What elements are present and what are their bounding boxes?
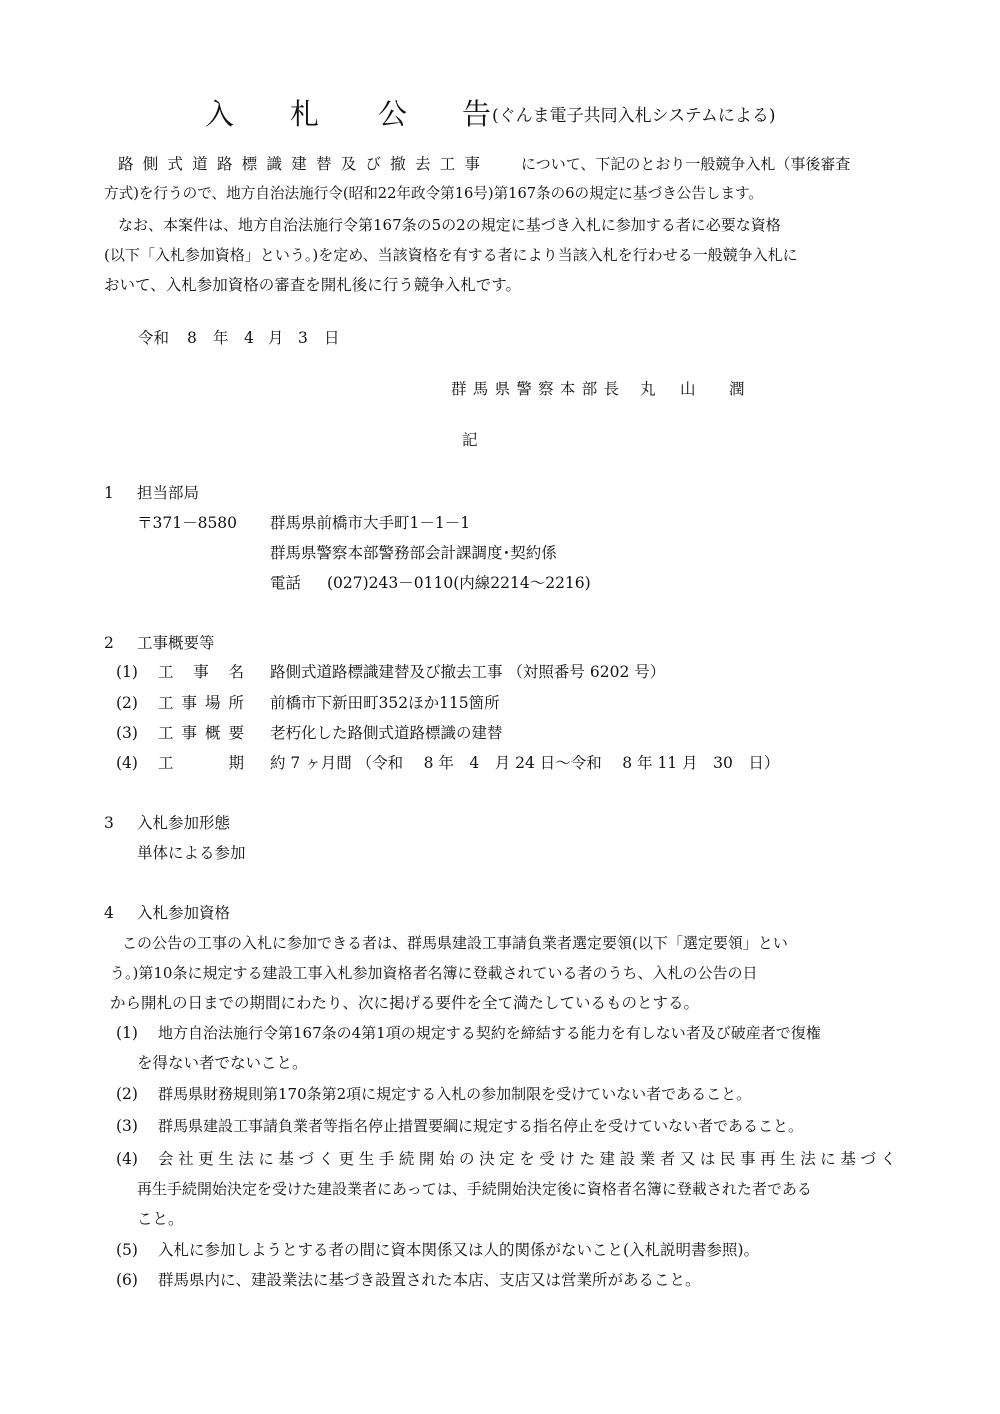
sec2-item-1-number: (1) <box>116 663 138 681</box>
intro-line-3: なお、本案件は、地方自治法施行令第167条の5の2の規定に基づき入札に参加する者に必要な資格 <box>118 216 781 234</box>
title-char-2: 札 <box>290 97 320 131</box>
sec2-heading: 工事概要等 <box>137 634 215 652</box>
date-year: 8 <box>187 329 197 347</box>
sec1-heading: 担当部局 <box>137 484 200 502</box>
sec2-item-3-value: 老朽化した路側式道路標識の建替 <box>270 724 503 742</box>
sec1-department: 群馬県警察本部警務部会計課調度･契約係 <box>270 544 557 562</box>
sec4-item-2-number: (2) <box>116 1085 138 1103</box>
sec4-intro-line-2: う。)第10条に規定する建設工事入札参加資格者名簿に登載されている者のうち、入札の公告の日 <box>110 964 758 982</box>
sec4-number: 4 <box>104 904 114 922</box>
issuer-name-3: 潤 <box>729 380 745 398</box>
sec2-item-4-number: (4) <box>116 754 138 772</box>
sec4-item-3-line-1: 群馬県建設工事請負業者等指名停止措置要綱に規定する指名停止を受けていない者であること。 <box>158 1117 804 1135</box>
sec4-item-4-number: (4) <box>116 1150 138 1168</box>
date-month-unit: 月 <box>268 329 284 347</box>
sec4-item-4-line-1: 会社更生法に基づく更生手続開始の決定を受けた建設業者又は民事再生法に基づく <box>158 1150 896 1168</box>
sec4-item-6-number: (6) <box>116 1271 138 1289</box>
sec2-item-3-number: (3) <box>116 724 138 742</box>
sec1-phone-label: 電話 <box>270 574 302 592</box>
intro-line-5: おいて、入札参加資格の審査を開札後に行う競争入札です。 <box>104 276 521 294</box>
sec1-address: 群馬県前橋市大手町1－1－1 <box>270 514 471 532</box>
sec4-intro-line-1: この公告の工事の入札に参加できる者は、群馬県建設工事請負業者選定要領(以下「選定要領」とい <box>122 934 788 952</box>
sec4-item-1-number: (1) <box>116 1024 138 1042</box>
ki-mark: 記 <box>462 431 478 449</box>
sec2-item-2-value: 前橋市下新田町352ほか115箇所 <box>270 694 500 712</box>
sec2-item-4-label: 工期 <box>158 754 244 772</box>
sec4-item-1-line-1: 地方自治法施行令第167条の4第1項の規定する契約を締結する能力を有しない者及び破産者で復権 <box>158 1024 821 1042</box>
sec4-item-6-line-1: 群馬県内に、建設業法に基づき設置された本店、支店又は営業所があること。 <box>158 1271 701 1289</box>
intro-line-1: について、下記のとおり一般競争入札（事後審査 <box>521 155 851 173</box>
sec3-body: 単体による参加 <box>137 844 246 862</box>
issuer-title: 群馬県警察本部長 <box>451 380 619 398</box>
date-era: 令和 <box>138 329 170 347</box>
title-subtitle: (ぐんま電子共同入札システムによる) <box>492 106 776 126</box>
sec4-item-2-line-1: 群馬県財務規則第170条第2項に規定する入札の参加制限を受けていない者であること。 <box>158 1085 752 1103</box>
sec1-postal: 〒371－8580 <box>137 514 238 532</box>
sec2-item-2-number: (2) <box>116 694 138 712</box>
issuer-name-2: 山 <box>680 380 696 398</box>
intro-line-4: (以下「入札参加資格」という。)を定め、当該資格を有する者により当該入札を行わせる一般競争入札に <box>104 246 798 264</box>
sec1-number: 1 <box>104 484 114 502</box>
sec4-intro-line-3: から開札の日までの期間にわたり、次に掲げる要件を全て満たしているものとする。 <box>110 994 700 1012</box>
sec3-heading: 入札参加形態 <box>137 814 231 832</box>
sec2-item-3-label: 工事概要 <box>158 724 244 742</box>
sec4-item-3-number: (3) <box>116 1117 138 1135</box>
title-char-4: 告 <box>462 97 492 131</box>
sec1-phone: (027)243－0110(内線2214～2216) <box>327 574 591 592</box>
sec4-item-5-number: (5) <box>116 1241 138 1259</box>
date-day-unit: 日 <box>324 329 340 347</box>
sec2-item-2-label: 工事場所 <box>158 694 244 712</box>
issuer-name-1: 丸 <box>640 380 656 398</box>
sec4-item-4-line-3: こと。 <box>137 1210 184 1228</box>
sec3-number: 3 <box>104 814 114 832</box>
date-year-unit: 年 <box>213 329 229 347</box>
date-day: 3 <box>298 329 308 347</box>
sec4-heading: 入札参加資格 <box>137 904 231 922</box>
sec2-item-4-value: 約 7 ヶ月間 （令和 8 年 4 月 24 日～令和 8 年 11 月 30 日） <box>270 754 780 772</box>
intro-line-2: 方式)を行うので、地方自治法施行令(昭和22年政令第16号)第167条の6の規定に基づき公告します。 <box>104 185 764 202</box>
intro-project-name: 路側式道路標識建替及び撤去工事 <box>118 155 480 173</box>
sec2-number: 2 <box>104 634 114 652</box>
sec4-item-4-line-2: 再生手続開始決定を受けた建設業者にあっては、手続開始決定後に資格者名簿に登載された者である <box>137 1180 812 1198</box>
date-month: 4 <box>244 329 254 347</box>
sec2-item-1-label: 工事名 <box>158 663 244 681</box>
title-char-1: 入 <box>205 97 235 131</box>
sec4-item-5-line-1: 入札に参加しようとする者の間に資本関係又は人的関係がないこと(入札説明書参照)。 <box>158 1241 760 1259</box>
sec4-item-1-line-2: を得ない者でないこと。 <box>137 1054 308 1072</box>
sec2-item-1-value: 路側式道路標識建替及び撤去工事 （対照番号 6202 号） <box>270 663 666 681</box>
title-char-3: 公 <box>378 97 408 131</box>
